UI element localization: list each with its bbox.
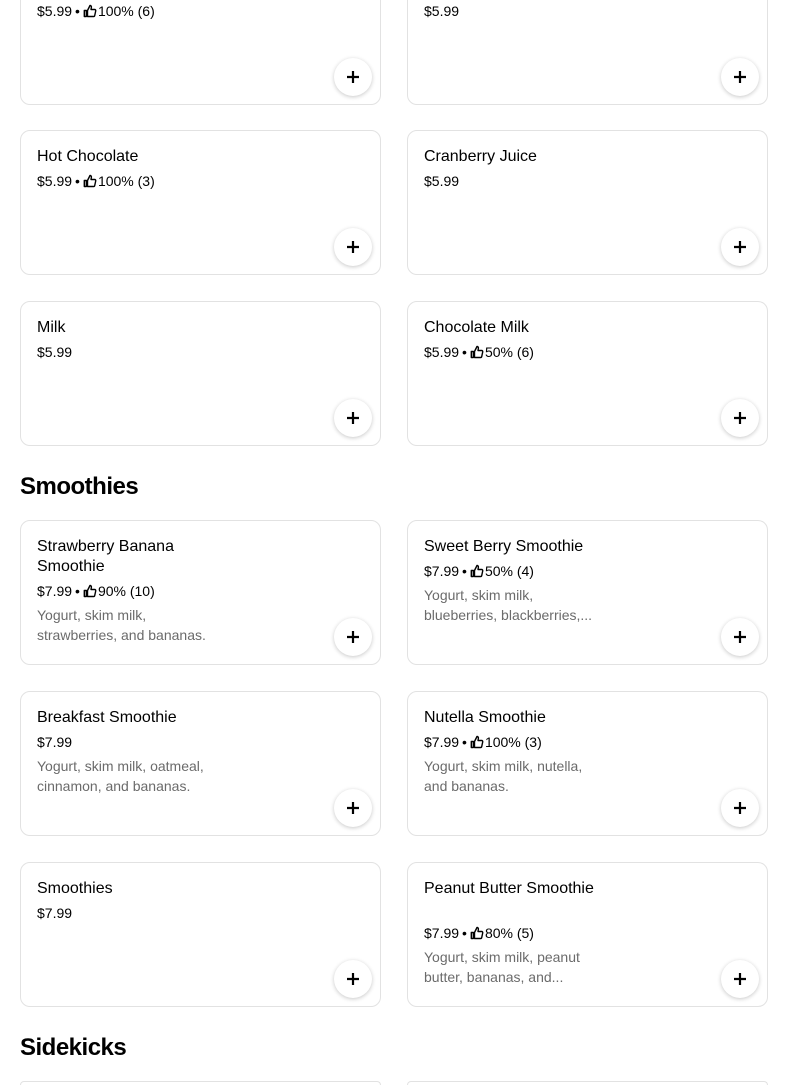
- thumbs-up-icon: [470, 735, 484, 749]
- separator: •: [462, 925, 467, 941]
- item-rating: 100% (3): [97, 173, 155, 189]
- item-meta: [424, 172, 459, 190]
- menu-item-card[interactable]: [407, 301, 768, 446]
- item-price: $5.99: [37, 173, 73, 189]
- item-description: Yogurt, skim milk, blueberries, blackberries,...: [424, 587, 593, 623]
- item-meta: [424, 924, 534, 942]
- menu-item-card[interactable]: [20, 520, 381, 665]
- separator: •: [462, 734, 467, 750]
- item-description: Yogurt, skim milk, nutella, and bananas.: [424, 758, 583, 794]
- menu-item-card[interactable]: [407, 0, 768, 105]
- add-item-button[interactable]: [334, 789, 372, 827]
- separator: •: [462, 344, 467, 360]
- add-item-button[interactable]: [721, 618, 759, 656]
- add-item-button[interactable]: [334, 228, 372, 266]
- add-item-button[interactable]: [334, 960, 372, 998]
- menu-item-card[interactable]: [20, 691, 381, 836]
- item-price: $5.99: [37, 3, 73, 19]
- item-rating: 90% (10): [97, 583, 155, 599]
- section-heading-smoothies: Smoothies: [20, 473, 139, 500]
- section-heading-sidekicks: Sidekicks: [20, 1034, 127, 1061]
- add-item-button[interactable]: [721, 58, 759, 96]
- item-price: $7.99: [37, 905, 73, 921]
- item-name: Hot Chocolate: [37, 148, 139, 165]
- separator: •: [75, 173, 80, 189]
- item-name: Sweet Berry Smoothie: [424, 538, 584, 555]
- add-item-button[interactable]: [334, 618, 372, 656]
- item-price: $5.99: [424, 3, 460, 19]
- item-price: $7.99: [424, 925, 460, 941]
- item-meta: [37, 582, 155, 600]
- item-meta: [424, 343, 534, 361]
- item-meta: [424, 2, 459, 20]
- item-meta: [37, 733, 72, 751]
- menu-item-card[interactable]: [20, 130, 381, 275]
- item-meta: [424, 733, 542, 751]
- add-item-button[interactable]: [334, 58, 372, 96]
- item-description: Yogurt, skim milk, peanut butter, bananas, and...: [424, 949, 580, 985]
- item-meta: [37, 343, 72, 361]
- separator: •: [75, 3, 80, 19]
- item-price: $5.99: [424, 173, 460, 189]
- menu-item-card[interactable]: [20, 301, 381, 446]
- item-rating: 100% (6): [97, 3, 155, 19]
- item-price: $5.99: [37, 344, 73, 360]
- add-item-button[interactable]: [721, 789, 759, 827]
- item-price: $7.99: [424, 734, 460, 750]
- menu-item-card[interactable]: [20, 0, 381, 105]
- menu-item-card[interactable]: [407, 691, 768, 836]
- separator: •: [75, 583, 80, 599]
- item-rating: 50% (4): [484, 563, 534, 579]
- thumbs-up-icon: [83, 4, 97, 18]
- menu-item-card[interactable]: [407, 862, 768, 1007]
- thumbs-up-icon: [83, 174, 97, 188]
- separator: •: [462, 563, 467, 579]
- plus-icon: [346, 630, 360, 644]
- add-item-button[interactable]: [721, 960, 759, 998]
- item-meta: [37, 172, 155, 190]
- menu-item-card[interactable]: [407, 130, 768, 275]
- item-meta: [37, 904, 72, 922]
- thumbs-up-icon: [470, 564, 484, 578]
- item-name: Milk: [37, 319, 66, 336]
- plus-icon: [733, 70, 747, 84]
- item-meta: [424, 562, 534, 580]
- item-description: Yogurt, skim milk, oatmeal, cinnamon, and bananas.: [37, 758, 204, 794]
- item-name: Peanut Butter Smoothie: [424, 880, 594, 897]
- add-item-button[interactable]: [721, 399, 759, 437]
- plus-icon: [733, 630, 747, 644]
- plus-icon: [346, 411, 360, 425]
- item-name: Chocolate Milk: [424, 319, 529, 336]
- item-rating: 100% (3): [484, 734, 542, 750]
- item-name: Breakfast Smoothie: [37, 709, 177, 726]
- plus-icon: [346, 801, 360, 815]
- thumbs-up-icon: [470, 345, 484, 359]
- menu-item-card[interactable]: [407, 1081, 768, 1085]
- plus-icon: [733, 972, 747, 986]
- plus-icon: [733, 411, 747, 425]
- item-name: Strawberry Banana Smoothie: [37, 538, 174, 575]
- plus-icon: [346, 70, 360, 84]
- plus-icon: [346, 972, 360, 986]
- menu-item-card[interactable]: [20, 862, 381, 1007]
- item-rating: 50% (6): [484, 344, 534, 360]
- item-meta: [37, 2, 155, 20]
- item-description: Yogurt, skim milk, strawberries, and bananas.: [37, 607, 206, 643]
- item-name: Cranberry Juice: [424, 148, 537, 165]
- plus-icon: [733, 801, 747, 815]
- plus-icon: [733, 240, 747, 254]
- menu-item-card[interactable]: [407, 520, 768, 665]
- menu-item-card[interactable]: [20, 1081, 381, 1085]
- item-price: $5.99: [424, 344, 460, 360]
- item-name: Smoothies: [37, 880, 113, 897]
- item-price: $7.99: [424, 563, 460, 579]
- item-price: $7.99: [37, 734, 73, 750]
- item-name: Nutella Smoothie: [424, 709, 546, 726]
- item-price: $7.99: [37, 583, 73, 599]
- thumbs-up-icon: [470, 926, 484, 940]
- add-item-button[interactable]: [721, 228, 759, 266]
- add-item-button[interactable]: [334, 399, 372, 437]
- thumbs-up-icon: [83, 584, 97, 598]
- plus-icon: [346, 240, 360, 254]
- item-rating: 80% (5): [484, 925, 534, 941]
